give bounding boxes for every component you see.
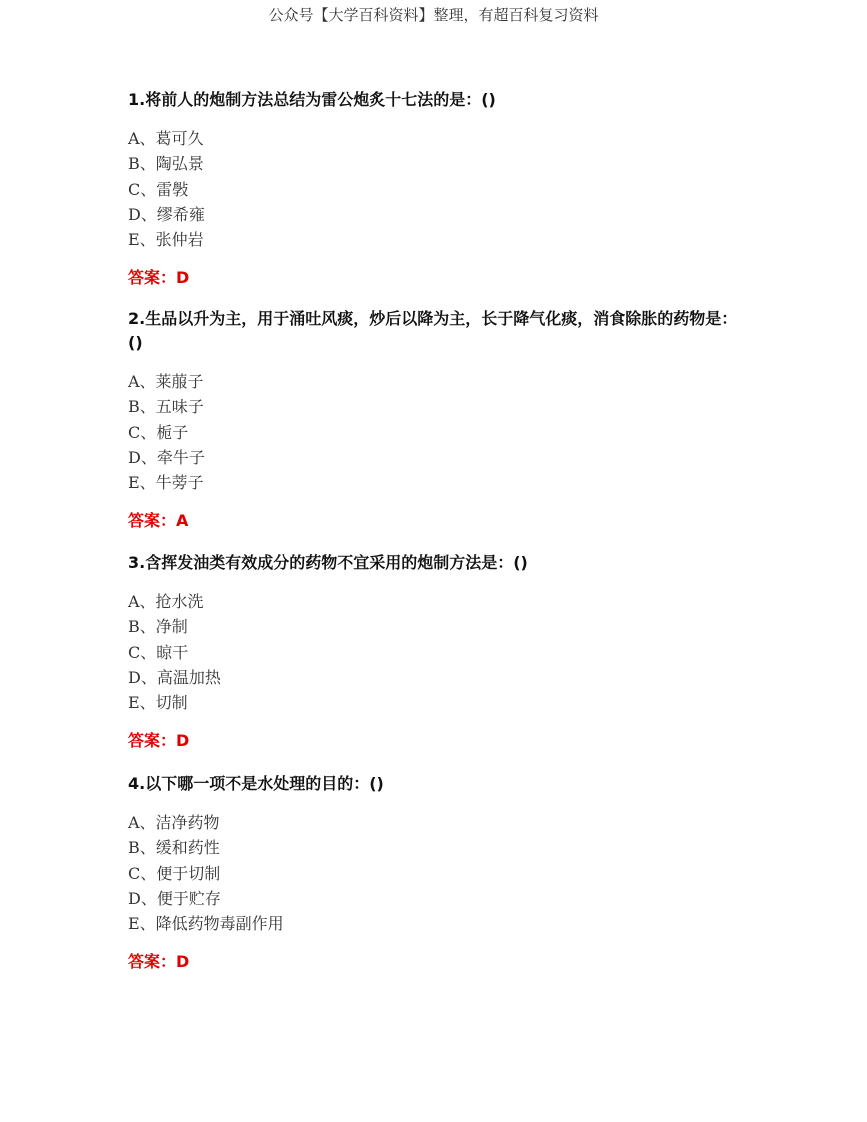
option: C、雷斅 [128, 179, 189, 199]
option: C、栀子 [128, 422, 189, 442]
option: D、牵牛子 [128, 447, 205, 467]
option: B、净制 [128, 617, 188, 637]
option: B、缓和药性 [128, 838, 220, 858]
question-title: 4.以下哪一项不是水处理的目的：() [128, 774, 384, 793]
option: E、张仲岩 [128, 230, 204, 250]
question-title: 2.生品以升为主，用于涌吐风痰，炒后以降为主，长于降气化痰，消食除胀的药物是：() [128, 309, 738, 352]
option: E、牛蒡子 [128, 473, 204, 493]
option: C、便于切制 [128, 863, 221, 883]
question-title: 3.含挥发油类有效成分的药物不宜采用的炮制方法是：() [128, 553, 528, 572]
option: B、陶弘景 [128, 154, 204, 174]
option: A、洁净药物 [128, 813, 220, 832]
page-header: 公众号【大学百科资料】整理，有超百科复习资料 [268, 6, 599, 24]
answer: 答案：D [128, 731, 190, 751]
option: E、降低药物毒副作用 [128, 914, 284, 934]
answer: 答案：A [128, 511, 189, 531]
option: E、切制 [128, 693, 188, 713]
option: D、便于贮存 [128, 888, 221, 908]
question-3 [128, 551, 738, 753]
option: A、葛可久 [128, 129, 204, 148]
question-4 [128, 772, 738, 974]
option: A、莱菔子 [128, 372, 204, 391]
answer: 答案：D [128, 268, 190, 288]
question-title: 1.将前人的炮制方法总结为雷公炮炙十七法的是：() [128, 90, 496, 109]
answer: 答案：D [128, 952, 190, 972]
option: A、抢水洗 [128, 592, 204, 611]
question-1 [128, 88, 738, 290]
option: B、五味子 [128, 397, 204, 417]
question-2 [128, 307, 738, 533]
option: D、高温加热 [128, 667, 221, 687]
option: C、晾干 [128, 642, 189, 662]
option: D、缪希雍 [128, 204, 205, 224]
